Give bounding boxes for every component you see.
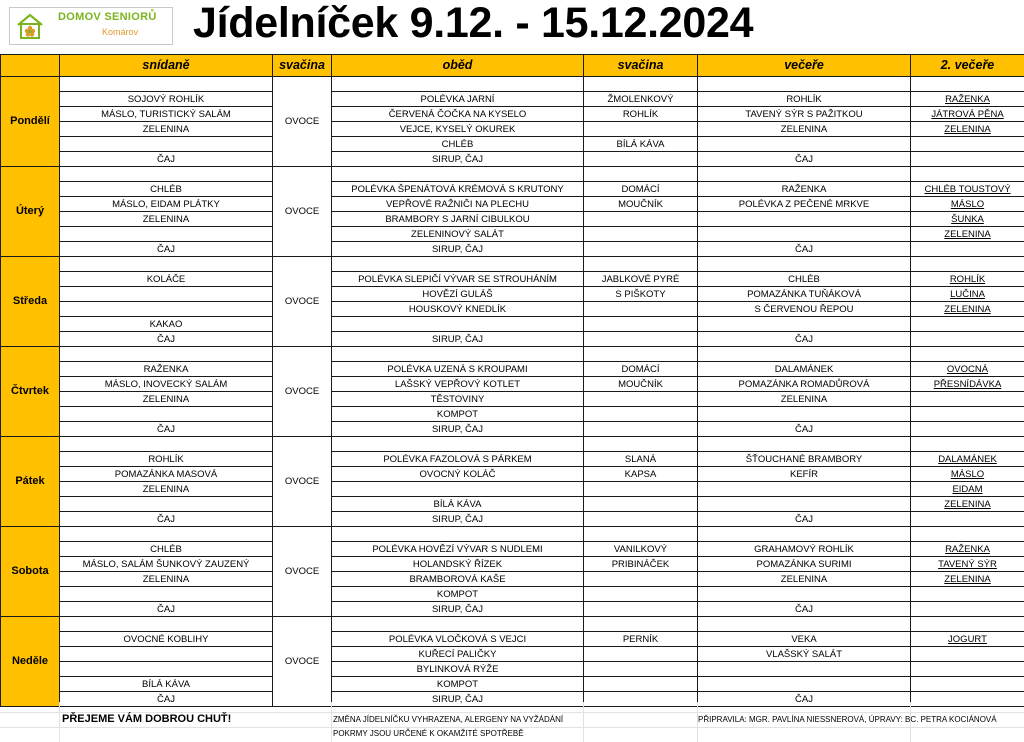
day-label: Sobota xyxy=(1,527,60,617)
snack2-cell xyxy=(584,437,698,452)
column-header: večeře xyxy=(698,55,911,77)
second-dinner-cell: OVOCNÁ xyxy=(911,362,1024,377)
menu-row xyxy=(1,497,1024,512)
second-dinner-cell: LUČINA xyxy=(911,287,1024,302)
second-dinner-cell xyxy=(911,677,1024,692)
second-dinner-cell xyxy=(911,137,1024,152)
snack2-cell: KAPSA xyxy=(584,467,698,482)
menu-row xyxy=(1,587,1024,602)
lunch-cell: BÍLÁ KÁVA xyxy=(332,497,584,512)
lunch-cell xyxy=(332,617,584,632)
second-dinner-cell xyxy=(911,167,1024,182)
second-dinner-cell xyxy=(911,242,1024,257)
lunch-cell xyxy=(332,257,584,272)
breakfast-cell xyxy=(60,302,273,317)
lunch-cell: OVOCNÝ KOLÁČ xyxy=(332,467,584,482)
column-header: 2. večeře xyxy=(911,55,1024,77)
breakfast-cell xyxy=(60,287,273,302)
dinner-cell xyxy=(698,437,911,452)
dinner-cell: ŠŤOUCHANÉ BRAMBORY xyxy=(698,452,911,467)
breakfast-cell: MÁSLO, INOVECKÝ SALÁM xyxy=(60,377,273,392)
second-dinner-cell xyxy=(911,587,1024,602)
breakfast-cell: ZELENINA xyxy=(60,122,273,137)
lunch-cell xyxy=(332,167,584,182)
lunch-cell: SIRUP, ČAJ xyxy=(332,152,584,167)
snack2-cell: ROHLÍK xyxy=(584,107,698,122)
snack2-cell xyxy=(584,212,698,227)
snack1-cell: OVOCE xyxy=(273,347,332,437)
second-dinner-cell: JOGURT xyxy=(911,632,1024,647)
second-dinner-cell xyxy=(911,347,1024,362)
snack1-cell: OVOCE xyxy=(273,617,332,707)
lunch-cell: HOVĚZÍ GULÁŠ xyxy=(332,287,584,302)
menu-row xyxy=(1,632,1024,647)
breakfast-cell xyxy=(60,527,273,542)
snack2-cell xyxy=(584,317,698,332)
snack2-cell xyxy=(584,227,698,242)
dinner-cell xyxy=(698,617,911,632)
menu-row xyxy=(1,602,1024,617)
snack2-cell xyxy=(584,257,698,272)
breakfast-cell: KOLÁČE xyxy=(60,272,273,287)
snack2-cell xyxy=(584,77,698,92)
day-label: Neděle xyxy=(1,617,60,707)
breakfast-cell: POMAZÁNKA MASOVÁ xyxy=(60,467,273,482)
snack2-cell: MOUČNÍK xyxy=(584,377,698,392)
menu-row xyxy=(1,332,1024,347)
day-label: Čtvrtek xyxy=(1,347,60,437)
breakfast-cell: KAKAO xyxy=(60,317,273,332)
menu-row xyxy=(1,242,1024,257)
lunch-cell xyxy=(332,77,584,92)
breakfast-cell xyxy=(60,662,273,677)
second-dinner-cell xyxy=(911,617,1024,632)
dinner-cell: ČAJ xyxy=(698,602,911,617)
breakfast-cell xyxy=(60,347,273,362)
menu-row xyxy=(1,512,1024,527)
second-dinner-cell: ZELENINA xyxy=(911,227,1024,242)
breakfast-cell xyxy=(60,617,273,632)
dinner-cell: ČAJ xyxy=(698,512,911,527)
lunch-cell xyxy=(332,347,584,362)
snack1-cell: OVOCE xyxy=(273,257,332,347)
lunch-cell: SIRUP, ČAJ xyxy=(332,512,584,527)
breakfast-cell xyxy=(60,167,273,182)
second-dinner-cell xyxy=(911,512,1024,527)
prepared-by: PŘIPRAVILA: MGR. PAVLÍNA NIESSNEROVÁ, ÚPRAVY: BC. PETRA KOCIÁNOVÁ xyxy=(698,715,997,724)
breakfast-cell: CHLÉB xyxy=(60,542,273,557)
snack2-cell xyxy=(584,302,698,317)
dinner-cell xyxy=(698,677,911,692)
breakfast-cell: ZELENINA xyxy=(60,392,273,407)
menu-row xyxy=(1,77,1024,92)
snack2-cell xyxy=(584,677,698,692)
lunch-cell: POLÉVKA VLOČKOVÁ S VEJCI xyxy=(332,632,584,647)
lunch-cell: BRAMBOROVÁ KAŠE xyxy=(332,572,584,587)
snack2-cell xyxy=(584,167,698,182)
menu-row xyxy=(1,122,1024,137)
breakfast-cell: MÁSLO, SALÁM ŠUNKOVÝ ZAUZENÝ xyxy=(60,557,273,572)
footer xyxy=(0,702,1024,742)
page-title: Jídelníček 9.12. - 15.12.2024 xyxy=(193,0,754,47)
breakfast-cell xyxy=(60,587,273,602)
snack2-cell: DOMÁCÍ xyxy=(584,182,698,197)
snack2-cell xyxy=(584,122,698,137)
dinner-cell xyxy=(698,662,911,677)
lunch-cell: SIRUP, ČAJ xyxy=(332,332,584,347)
logo-place: Komárov xyxy=(102,27,139,37)
snack2-cell xyxy=(584,512,698,527)
second-dinner-cell xyxy=(911,407,1024,422)
lunch-cell: POLÉVKA UZENÁ S KROUPAMI xyxy=(332,362,584,377)
second-dinner-cell: CHLÉB TOUSTOVÝ xyxy=(911,182,1024,197)
snack2-cell: SLANÁ xyxy=(584,452,698,467)
dinner-cell xyxy=(698,257,911,272)
dinner-cell xyxy=(698,212,911,227)
second-dinner-cell xyxy=(911,392,1024,407)
snack2-cell: S PIŠKOTY xyxy=(584,287,698,302)
dinner-cell xyxy=(698,587,911,602)
lunch-cell: BRAMBORY S JARNÍ CIBULKOU xyxy=(332,212,584,227)
snack2-cell xyxy=(584,242,698,257)
second-dinner-cell: PŘESNÍDÁVKA xyxy=(911,377,1024,392)
second-dinner-cell: RAŽENKA xyxy=(911,92,1024,107)
menu-row xyxy=(1,377,1024,392)
dinner-cell xyxy=(698,527,911,542)
grid-line xyxy=(331,702,332,742)
dinner-cell: ZELENINA xyxy=(698,572,911,587)
second-dinner-cell xyxy=(911,332,1024,347)
second-dinner-cell xyxy=(911,647,1024,662)
lunch-cell: HOUSKOVÝ KNEDLÍK xyxy=(332,302,584,317)
snack1-cell: OVOCE xyxy=(273,167,332,257)
lunch-cell: BYLINKOVÁ RÝŽE xyxy=(332,662,584,677)
snack2-cell xyxy=(584,422,698,437)
breakfast-cell: ČAJ xyxy=(60,332,273,347)
second-dinner-cell: ROHLÍK xyxy=(911,272,1024,287)
dinner-cell: ČAJ xyxy=(698,242,911,257)
breakfast-cell: ČAJ xyxy=(60,242,273,257)
change-note: ZMĚNA JÍDELNÍČKU VYHRAZENA, ALERGENY NA VYŽÁDÁNÍ xyxy=(333,715,564,724)
lunch-cell: ZELENINOVÝ SALÁT xyxy=(332,227,584,242)
breakfast-cell xyxy=(60,257,273,272)
breakfast-cell: ČAJ xyxy=(60,602,273,617)
day-label: Středa xyxy=(1,257,60,347)
menu-row xyxy=(1,362,1024,377)
breakfast-cell: ZELENINA xyxy=(60,482,273,497)
dinner-cell: POMAZÁNKA ROMADŮROVÁ xyxy=(698,377,911,392)
column-header: svačina xyxy=(273,55,332,77)
second-dinner-cell: TAVENÝ SÝR xyxy=(911,557,1024,572)
lunch-cell: CHLÉB xyxy=(332,137,584,152)
snack2-cell xyxy=(584,407,698,422)
lunch-cell: VEPŘOVÉ RAŽNIČI NA PLECHU xyxy=(332,197,584,212)
header-corner xyxy=(1,55,60,77)
snack2-cell xyxy=(584,347,698,362)
second-dinner-cell: MÁSLO xyxy=(911,197,1024,212)
breakfast-cell: SOJOVÝ ROHLÍK xyxy=(60,92,273,107)
menu-row xyxy=(1,392,1024,407)
lunch-cell: POLÉVKA FAZOLOVÁ S PÁRKEM xyxy=(332,452,584,467)
snack2-cell xyxy=(584,602,698,617)
snack2-cell xyxy=(584,482,698,497)
menu-row xyxy=(1,92,1024,107)
dinner-cell: RAŽENKA xyxy=(698,182,911,197)
second-dinner-cell xyxy=(911,77,1024,92)
dinner-cell: POMAZÁNKA TUŇÁKOVÁ xyxy=(698,287,911,302)
breakfast-cell: BÍLÁ KÁVA xyxy=(60,677,273,692)
dinner-cell: ČAJ xyxy=(698,152,911,167)
snack1-cell: OVOCE xyxy=(273,77,332,167)
snack2-cell xyxy=(584,587,698,602)
second-dinner-cell xyxy=(911,257,1024,272)
breakfast-cell: CHLÉB xyxy=(60,182,273,197)
dinner-cell: CHLÉB xyxy=(698,272,911,287)
second-dinner-cell: ZELENINA xyxy=(911,302,1024,317)
lunch-cell: POLÉVKA HOVĚZÍ VÝVAR S NUDLEMI xyxy=(332,542,584,557)
second-dinner-cell: ŠUNKA xyxy=(911,212,1024,227)
second-dinner-cell: DALAMÁNEK xyxy=(911,452,1024,467)
dinner-cell xyxy=(698,317,911,332)
dinner-cell: KEFÍR xyxy=(698,467,911,482)
dinner-cell: ROHLÍK xyxy=(698,92,911,107)
second-dinner-cell xyxy=(911,602,1024,617)
menu-row xyxy=(1,557,1024,572)
lunch-cell: POLÉVKA JARNÍ xyxy=(332,92,584,107)
breakfast-cell xyxy=(60,77,273,92)
menu-row xyxy=(1,347,1024,362)
second-dinner-cell: RAŽENKA xyxy=(911,542,1024,557)
dinner-cell: POMAZÁNKA SURIMI xyxy=(698,557,911,572)
menu-row xyxy=(1,107,1024,122)
second-dinner-cell: JÁTROVÁ PĚNA xyxy=(911,107,1024,122)
second-dinner-cell: EIDAM xyxy=(911,482,1024,497)
lunch-cell: POLÉVKA SLEPIČÍ VÝVAR SE STROUHÁNÍM xyxy=(332,272,584,287)
menu-row xyxy=(1,482,1024,497)
breakfast-cell: ČAJ xyxy=(60,152,273,167)
lunch-cell: SIRUP, ČAJ xyxy=(332,422,584,437)
lunch-cell: KUŘECÍ PALIČKY xyxy=(332,647,584,662)
day-label: Pondělí xyxy=(1,77,60,167)
breakfast-cell xyxy=(60,437,273,452)
dinner-cell: VLAŠSKÝ SALÁT xyxy=(698,647,911,662)
snack2-cell xyxy=(584,647,698,662)
snack2-cell xyxy=(584,152,698,167)
second-dinner-cell xyxy=(911,152,1024,167)
menu-row xyxy=(1,677,1024,692)
lunch-cell: POLÉVKA ŠPENÁTOVÁ KRÉMOVÁ S KRUTONY xyxy=(332,182,584,197)
lunch-cell: KOMPOT xyxy=(332,677,584,692)
dinner-cell: S ČERVENOU ŘEPOU xyxy=(698,302,911,317)
second-dinner-cell xyxy=(911,527,1024,542)
lunch-cell: HOLANDSKÝ ŘÍZEK xyxy=(332,557,584,572)
column-header: oběd xyxy=(332,55,584,77)
menu-row xyxy=(1,617,1024,632)
breakfast-cell xyxy=(60,137,273,152)
breakfast-cell: OVOCNÉ KOBLIHY xyxy=(60,632,273,647)
snack2-cell: MOUČNÍK xyxy=(584,197,698,212)
snack2-cell: PRIBINÁČEK xyxy=(584,557,698,572)
breakfast-cell xyxy=(60,647,273,662)
snack1-cell: OVOCE xyxy=(273,437,332,527)
second-dinner-cell: ZELENINA xyxy=(911,497,1024,512)
logo-name: DOMOV SENIORŮ xyxy=(58,11,157,23)
lunch-cell: VEJCE, KYSELÝ OKUREK xyxy=(332,122,584,137)
second-dinner-cell xyxy=(911,317,1024,332)
snack2-cell xyxy=(584,392,698,407)
lunch-cell: SIRUP, ČAJ xyxy=(332,242,584,257)
second-dinner-cell: ZELENINA xyxy=(911,572,1024,587)
menu-row xyxy=(1,197,1024,212)
breakfast-cell: MÁSLO, TURISTICKÝ SALÁM xyxy=(60,107,273,122)
menu-row xyxy=(1,212,1024,227)
snack2-cell xyxy=(584,527,698,542)
breakfast-cell: ČAJ xyxy=(60,692,273,707)
breakfast-cell: RAŽENKA xyxy=(60,362,273,377)
dinner-cell: ČAJ xyxy=(698,422,911,437)
menu-row xyxy=(1,257,1024,272)
second-dinner-cell: MÁSLO xyxy=(911,467,1024,482)
lunch-cell xyxy=(332,317,584,332)
menu-table xyxy=(0,54,1024,707)
dinner-cell: ČAJ xyxy=(698,332,911,347)
menu-row xyxy=(1,422,1024,437)
snack2-cell: JABLKOVÉ PYRÉ xyxy=(584,272,698,287)
dinner-cell: VEKA xyxy=(698,632,911,647)
breakfast-cell: ZELENINA xyxy=(60,212,273,227)
menu-row xyxy=(1,287,1024,302)
second-dinner-cell: ZELENINA xyxy=(911,122,1024,137)
dinner-cell: ZELENINA xyxy=(698,392,911,407)
column-header: snídaně xyxy=(60,55,273,77)
lunch-cell: LAŠSKÝ VEPŘOVÝ KOTLET xyxy=(332,377,584,392)
dinner-cell xyxy=(698,77,911,92)
snack1-cell: OVOCE xyxy=(273,527,332,617)
grid-line xyxy=(583,702,584,742)
snack2-cell xyxy=(584,332,698,347)
snack2-cell: VANILKOVÝ xyxy=(584,542,698,557)
day-label: Úterý xyxy=(1,167,60,257)
menu-row xyxy=(1,302,1024,317)
dinner-cell xyxy=(698,347,911,362)
dinner-cell: POLÉVKA Z PEČENÉ MRKVE xyxy=(698,197,911,212)
breakfast-cell: ROHLÍK xyxy=(60,452,273,467)
wish-text: PŘEJEME VÁM DOBROU CHUŤ! xyxy=(62,713,232,725)
grid-line xyxy=(59,702,60,742)
menu-row xyxy=(1,182,1024,197)
grid-line xyxy=(0,727,1024,728)
lunch-cell: TĚSTOVINY xyxy=(332,392,584,407)
house-flower-icon xyxy=(15,11,45,41)
snack2-cell: PERNÍK xyxy=(584,632,698,647)
second-dinner-cell xyxy=(911,422,1024,437)
menu-row xyxy=(1,437,1024,452)
snack2-cell: ŽMOLENKOVÝ xyxy=(584,92,698,107)
snack2-cell xyxy=(584,497,698,512)
snack2-cell: BÍLÁ KÁVA xyxy=(584,137,698,152)
lunch-cell: SIRUP, ČAJ xyxy=(332,602,584,617)
breakfast-cell: MÁSLO, EIDAM PLÁTKY xyxy=(60,197,273,212)
menu-row xyxy=(1,647,1024,662)
dinner-cell: ČAJ xyxy=(698,692,911,707)
lunch-cell xyxy=(332,527,584,542)
menu-row xyxy=(1,272,1024,287)
page-header xyxy=(0,0,1024,54)
breakfast-cell xyxy=(60,227,273,242)
breakfast-cell: ZELENINA xyxy=(60,572,273,587)
lunch-cell: SIRUP, ČAJ xyxy=(332,692,584,707)
menu-row xyxy=(1,407,1024,422)
breakfast-cell xyxy=(60,497,273,512)
logo xyxy=(9,7,173,45)
day-label: Pátek xyxy=(1,437,60,527)
menu-row xyxy=(1,452,1024,467)
menu-row xyxy=(1,662,1024,677)
menu-row xyxy=(1,542,1024,557)
menu-row xyxy=(1,152,1024,167)
menu-row xyxy=(1,527,1024,542)
snack2-cell: DOMÁCÍ xyxy=(584,362,698,377)
dinner-cell: TAVENÝ SÝR S PAŽITKOU xyxy=(698,107,911,122)
dinner-cell xyxy=(698,482,911,497)
consume-note: POKRMY JSOU URČENÉ K OKAMŽITÉ SPOTŘEBĚ xyxy=(333,729,524,738)
snack2-cell xyxy=(584,662,698,677)
breakfast-cell: ČAJ xyxy=(60,422,273,437)
lunch-cell: KOMPOT xyxy=(332,587,584,602)
breakfast-cell: ČAJ xyxy=(60,512,273,527)
menu-row xyxy=(1,167,1024,182)
column-header: svačina xyxy=(584,55,698,77)
dinner-cell: ZELENINA xyxy=(698,122,911,137)
lunch-cell xyxy=(332,437,584,452)
menu-row xyxy=(1,227,1024,242)
dinner-cell: GRAHAMOVÝ ROHLÍK xyxy=(698,542,911,557)
menu-body xyxy=(1,55,1024,707)
breakfast-cell xyxy=(60,407,273,422)
dinner-cell xyxy=(698,167,911,182)
dinner-cell: DALAMÁNEK xyxy=(698,362,911,377)
snack2-cell xyxy=(584,617,698,632)
menu-row xyxy=(1,317,1024,332)
menu-row xyxy=(1,137,1024,152)
column-header-row xyxy=(1,55,1024,77)
menu-row xyxy=(1,572,1024,587)
snack2-cell xyxy=(584,572,698,587)
dinner-cell xyxy=(698,497,911,512)
dinner-cell xyxy=(698,227,911,242)
lunch-cell xyxy=(332,482,584,497)
second-dinner-cell xyxy=(911,437,1024,452)
second-dinner-cell xyxy=(911,662,1024,677)
dinner-cell xyxy=(698,137,911,152)
dinner-cell xyxy=(698,407,911,422)
lunch-cell: KOMPOT xyxy=(332,407,584,422)
lunch-cell: ČERVENÁ ČOČKA NA KYSELO xyxy=(332,107,584,122)
menu-row xyxy=(1,467,1024,482)
